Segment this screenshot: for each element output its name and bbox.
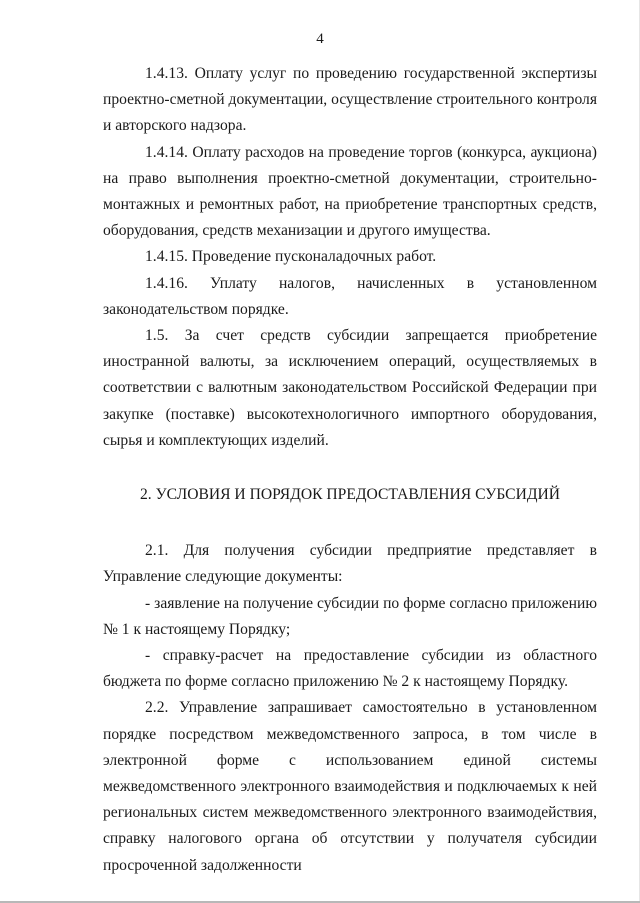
paragraph-1-5: 1.5. За счет средств субсидии запрещается приобретение иностранной валюты, за исключением операций, осуществляемых в соответствии с валютным законодательством Российской Федерации при закупке (поставке) высокотехнологичного импортного оборудования, сырья и комплектующих изделий. [103, 327, 597, 449]
paragraph-1-4-14: 1.4.14. Оплату расходов на проведение торгов (конкурса, аукциона) на право выполнения проектно-сметной документации, строительно-монтажных и ремонтных работ, на приобретение транспортных средств, оборудования, средств механизации и другого имущества. [103, 143, 597, 240]
paragraph-1-4-13: 1.4.13. Оплату услуг по проведению государственной экспертизы проектно-сметной документации, осуществление строительного контроля и авторского надзора. [103, 65, 597, 135]
list-item-application: - заявление на получение субсидии по форме согласно приложению № 1 к настоящему Порядку; [103, 594, 597, 638]
paragraph-2-2: 2.2. Управление запрашивает самостоятельно в установленном порядке посредством межведомственного запроса, в том числе в электронной форме с использованием единой системы межведомственного электронного взаимодействия и подключаемых к ней региональных систем межведомственного электронного взаимодействия, справку налогового органа об отсутствии у получателя субсидии просроченной задолженности [103, 699, 597, 874]
list-item-calculation: - справку-расчет на предоставление субсидии из областного бюджета по форме согласно приложению № 2 к настоящему Порядку. [103, 647, 597, 691]
section-heading: 2. УСЛОВИЯ И ПОРЯДОК ПРЕДОСТАВЛЕНИЯ СУБСИДИЙ [139, 486, 560, 504]
paragraph-2-1: 2.1. Для получения субсидии предприятие представляет в Управление следующие документы: [103, 542, 597, 586]
paragraph-1-4-15: 1.4.15. Проведение пусконаладочных работ. [145, 248, 437, 266]
document-body [103, 61, 597, 879]
paragraph-1-4-16: 1.4.16. Уплату налогов, начисленных в установленном законодательством порядке. [103, 274, 597, 318]
page-number: 4 [316, 31, 324, 47]
